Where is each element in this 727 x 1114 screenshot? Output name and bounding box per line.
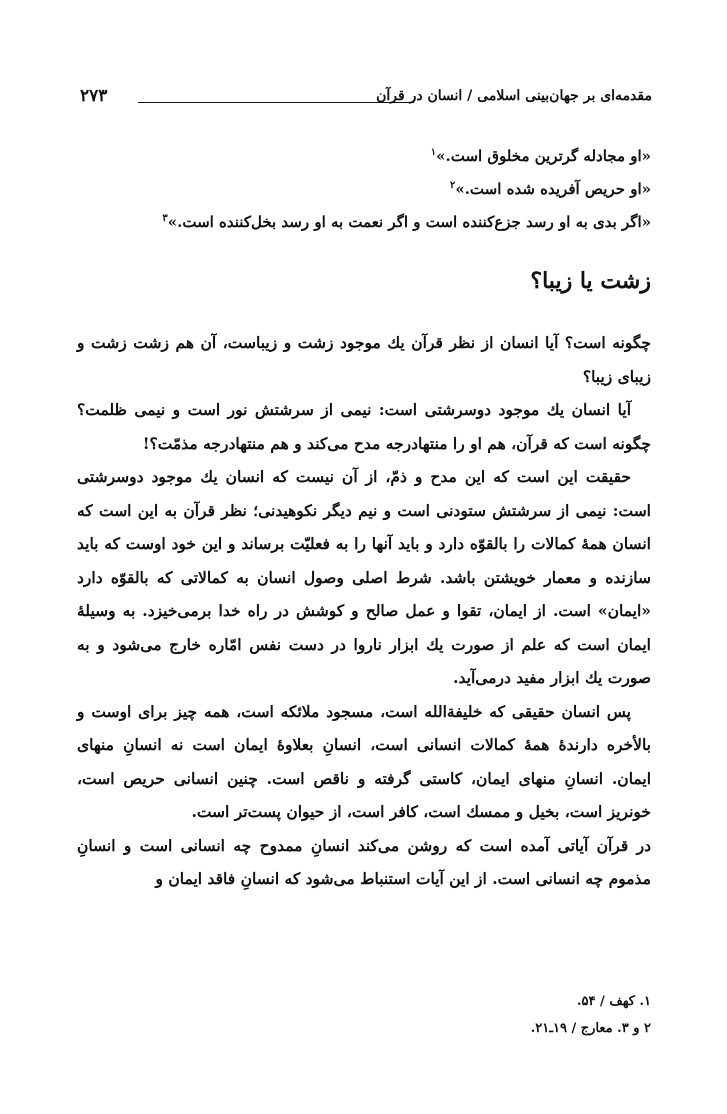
paragraph: در قرآن آیاتی آمده است که روشن می‌کند انسانِ ممدوح چه انسانی است و انسانِ مذموم چه انسانی است. از این آیات استنباط می‌شود که انسانِ فاقد ایمان و	[77, 835, 651, 888]
paragraph: آیا انسان یك موجود دوسرشتی است: نیمی از سرشتش نور است و نیمی ظلمت؟ چگونه است که قرآن، هم او را منتهادرجه مدح می‌کند و هم منتهادرجه مذمّت؟!	[77, 400, 651, 453]
quote-line	[91, 204, 651, 237]
quote-block	[91, 138, 651, 237]
running-header	[80, 88, 652, 112]
header-rule	[138, 102, 414, 103]
paragraph: حقیقت این است که این مدح و ذمّ، از آن نیست که انسان یك موجود دوسرشتی است: نیمی از سرشتش ستودنی است و نیم دیگر نکوهیدنی؛ نظر قرآن به این است که انسان همهٔ کمالات را بالقوّه دارد و باید آنها را به فعلیّت برساند و این خود اوست که باید سازنده و معمار خویشتن باشد. شرط اصلی وصول انسان به کمالاتی که بالقوّه دارد «ایمان» است. از ایمان، تقوا و عمل صالح و کوشش در راه خدا برمی‌خیزد. به وسیلهٔ ایمان است که علم از صورت یك ابزار ناروا در دست نفس امّاره خارج می‌شود و به صورت یك ابزار مفید درمی‌آید.	[77, 467, 651, 687]
body-text	[77, 326, 651, 896]
quote-text: «او حریص آفریده شده است.»	[455, 180, 651, 198]
quote-text: «او مجادله گرترین مخلوق است.»	[436, 147, 651, 165]
quote-line	[91, 138, 651, 171]
paragraph: چگونه است؟ آیا انسان از نظر قرآن یك موجود زشت و زیباست، آن هم زشت زشت و زیبای زیبا؟	[77, 333, 651, 386]
footnote: ۲ و ۳. معارج / ۱۹ـ۲۱.	[530, 1021, 651, 1036]
section-heading: زشت یا زیبا؟	[530, 268, 651, 294]
footnote-ref: ۲	[449, 180, 456, 191]
quote-line	[91, 171, 651, 204]
running-header-title: مقدمه‌ای بر جهان‌بینی اسلامی / انسان در قرآن	[376, 88, 652, 104]
page-number: ۲۷۳	[80, 86, 108, 106]
paragraph: پس انسان حقیقی که خلیفة‌الله است، مسجود ملائکه است، همه چیز برای اوست و بالأخره دارندهٔ همهٔ کمالات انسانی است، انسانِ بعلاوهٔ ایمان است نه انسانِ منهای ایمان. انسانِ منهای ایمان، کاستی گرفته و ناقص است. چنین انسانی حریص است، خونریز است، بخیل و ممسك است، کافر است، از حیوان پست‌تر است.	[77, 701, 651, 821]
quote-text: «اگر بدی به او رسد جزع‌کننده است و اگر نعمت به او رسد بخل‌کننده است.»	[167, 213, 651, 231]
footnote: ۱. کهف / ۵۴.	[577, 994, 651, 1009]
footnotes	[91, 988, 651, 1042]
footnote-ref: ۱	[430, 147, 437, 158]
footnote-ref: ۳	[162, 213, 168, 224]
